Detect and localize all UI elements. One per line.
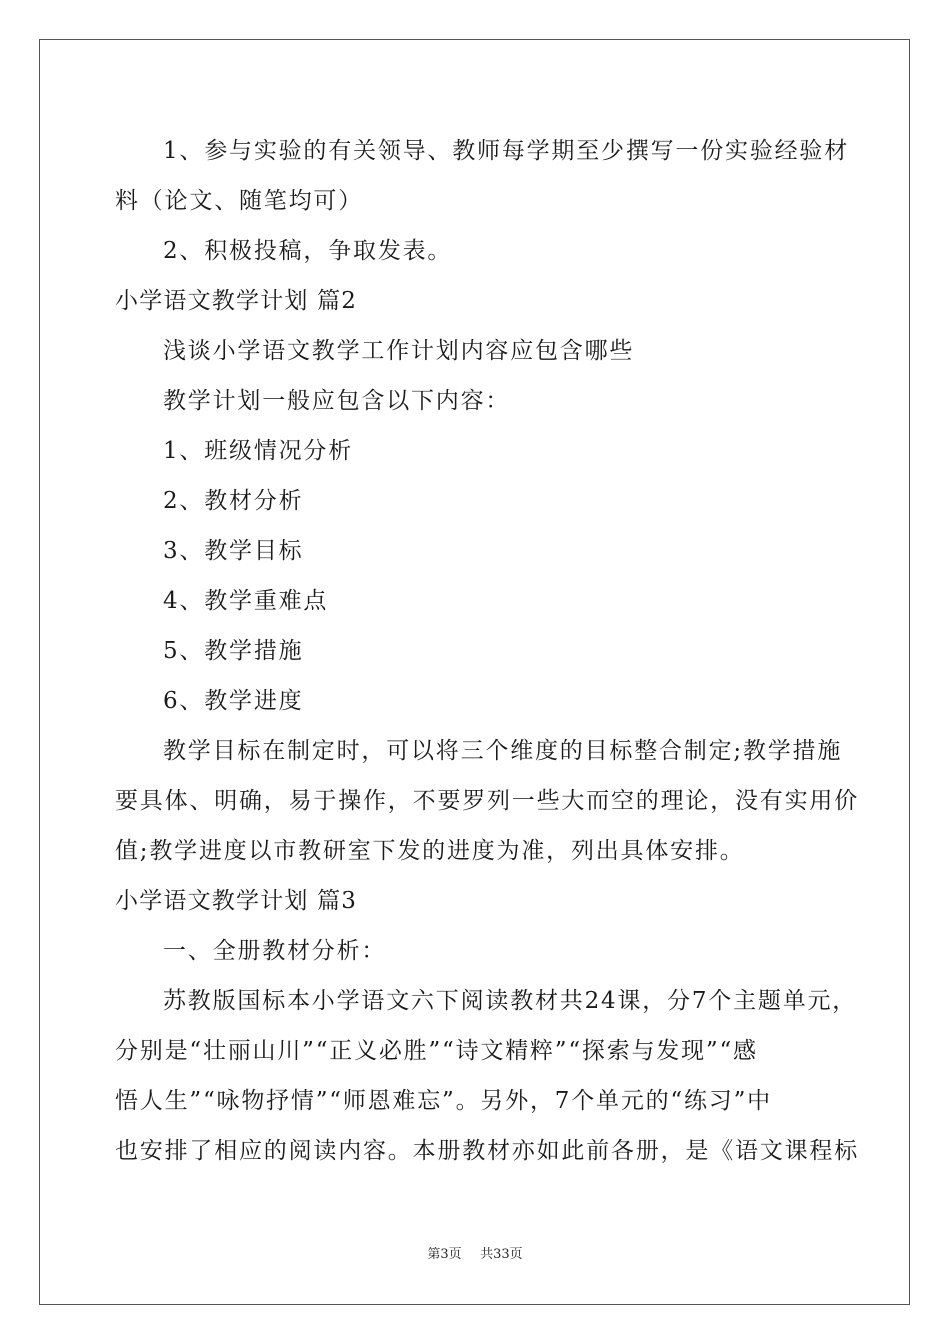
body-line: 一、全册教材分析：: [163, 938, 387, 964]
section-heading: 小学语文教学计划 篇2: [115, 288, 358, 314]
page-footer: [0, 1247, 950, 1263]
body-line: 1、参与实验的有关领导、教师每学期至少撰写一份实验经验材: [163, 138, 850, 164]
body-line: 也安排了相应的阅读内容。本册教材亦如此前各册，是《语文课程标: [115, 1138, 859, 1164]
body-line: 2、积极投稿，争取发表。: [163, 238, 453, 264]
body-line: 教学目标在制定时，可以将三个维度的目标整合制定;教学措施: [163, 738, 843, 764]
list-item: 5、教学措施: [163, 638, 304, 664]
body-line: 浅谈小学语文教学工作计划内容应包含哪些: [163, 338, 635, 364]
body-line: 教学计划一般应包含以下内容：: [163, 388, 511, 414]
body-line: 要具体、明确，易于操作，不要罗列一些大而空的理论，没有实用价: [115, 788, 859, 814]
body-line: 值;教学进度以市教研室下发的进度为准，列出具体安排。: [115, 838, 745, 864]
list-item: 1、班级情况分析: [163, 438, 354, 464]
list-item: 4、教学重难点: [163, 588, 329, 614]
list-item: 6、教学进度: [163, 688, 304, 714]
list-item: 2、教材分析: [163, 488, 304, 514]
body-line: 分别是“壮丽山川”“正义必胜”“诗文精粹”“探索与发现”“感: [115, 1038, 758, 1064]
total-pages: 共33页: [480, 1247, 523, 1262]
body-line: 悟人生”“咏物抒情”“师恩难忘”。另外，7个单元的“练习”中: [115, 1088, 772, 1114]
list-item: 3、教学目标: [163, 538, 304, 564]
body-line: 苏教版国标本小学语文六下阅读教材共24课，分7个主题单元，: [163, 988, 858, 1014]
section-heading: 小学语文教学计划 篇3: [115, 888, 358, 914]
body-line: 料（论文、随笔均可）: [115, 188, 363, 214]
page-number: 第3页: [427, 1247, 462, 1262]
